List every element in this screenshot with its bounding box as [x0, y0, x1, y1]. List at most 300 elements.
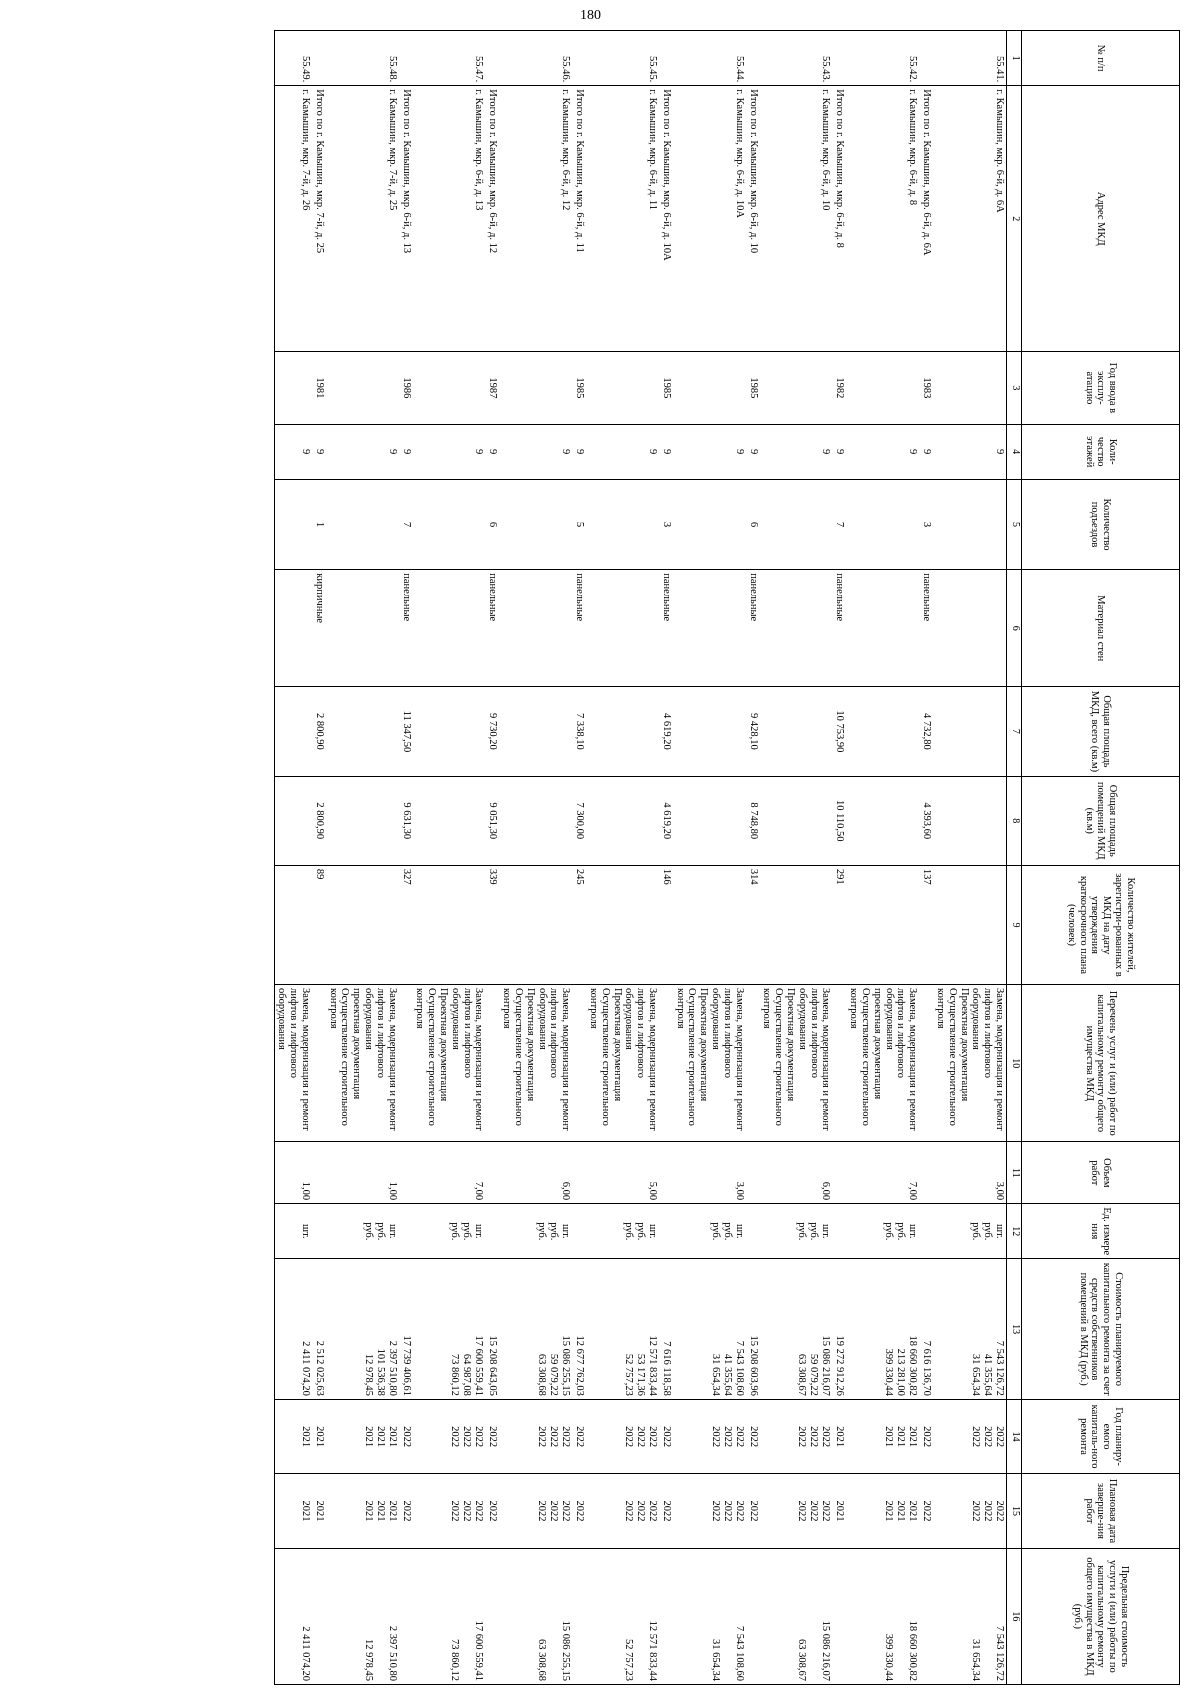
total-row [659, 31, 673, 1685]
completion-date: 2022 [623, 1500, 634, 1522]
completion-date-cell [933, 1474, 1006, 1548]
total-area [413, 687, 486, 776]
residents-count: 314 [746, 865, 760, 984]
residents-count [413, 865, 486, 984]
work-item: Замена, модернизация и ремонт лифтов и лифтового оборудования [797, 988, 832, 1131]
planned-cost-cell [919, 1259, 933, 1399]
planned-cost: 18 660 300,82 [907, 1335, 919, 1396]
work-volume [659, 1142, 673, 1204]
repair-year: 2022 [473, 1426, 485, 1448]
completion-date-cell [833, 1474, 847, 1548]
work-item: Осуществление строительного контроля [327, 988, 351, 1126]
commission-year: 1985 [659, 352, 673, 424]
completion-date: 2022 [487, 1500, 499, 1522]
residents-count: 146 [659, 865, 673, 984]
premises-area [274, 776, 312, 865]
repair-year-cell [919, 1399, 933, 1473]
planned-cost-cell [746, 1259, 760, 1399]
max-cost: 399 330,44 [883, 1633, 895, 1681]
address: г. Камышин, мкр. 7-й, д. 25 [326, 86, 399, 352]
repair-year-cell [413, 1399, 486, 1473]
residents-count: 339 [486, 865, 500, 984]
work-item: Проектная документация [438, 988, 450, 1102]
premises-area [500, 776, 573, 865]
repair-year: 2022 [536, 1426, 548, 1448]
max-cost: 2 411 074,20 [300, 1626, 311, 1681]
work-item: Осуществление строительного контроля [414, 988, 438, 1126]
table-row [326, 31, 399, 1685]
completion-date-cell [746, 1474, 760, 1548]
repair-year-cell [274, 1399, 312, 1473]
repair-year: 2021 [834, 1426, 846, 1448]
column-header: Перечень услуг и (или) работ по капитальному ремонту общего имущества МКД [1022, 985, 1180, 1142]
column-header: Общая площадь МКД, всего (кв.м) [1022, 687, 1180, 776]
work-volume [833, 1142, 847, 1204]
unit: руб. [895, 1222, 907, 1241]
completion-date: 2022 [796, 1500, 808, 1522]
planned-cost: 41 355,64 [982, 1353, 993, 1396]
completion-date-cell [486, 1474, 500, 1548]
unit: руб. [362, 1222, 374, 1241]
wall-material [326, 570, 399, 687]
column-number: 15 [1007, 1474, 1022, 1548]
unit-cell [659, 1204, 673, 1259]
row-number: 55.41. [933, 31, 1006, 86]
completion-date-cell [399, 1474, 413, 1548]
floors-count: 9 [746, 424, 760, 479]
entrances-count: 1 [312, 479, 326, 569]
planned-cost: 2 397 510,80 [386, 1340, 398, 1396]
max-cost-cell [933, 1548, 1006, 1684]
planned-cost: 64 987,08 [461, 1353, 473, 1396]
premises-area [326, 776, 399, 865]
unit: шт. [820, 1224, 832, 1239]
work-volume: 7,00 [847, 1142, 920, 1204]
residents-count [847, 865, 920, 984]
completion-date: 2022 [661, 1500, 672, 1522]
unit-cell [326, 1204, 399, 1259]
residents-count: 89 [312, 865, 326, 984]
entrances-count [413, 479, 486, 569]
max-cost [461, 1552, 473, 1681]
work-item: Осуществление строительного контроля [674, 988, 698, 1126]
max-cost-cell [760, 1548, 833, 1684]
work-volume: 3,00 [673, 1142, 746, 1204]
table-row [500, 31, 573, 1685]
address: г. Камышин, мкр. 6-й, д. 12 [500, 86, 573, 352]
commission-year: 1983 [919, 352, 933, 424]
repair-year: 2021 [314, 1426, 325, 1448]
max-cost: 2 397 510,80 [386, 1625, 398, 1681]
unit: руб. [548, 1222, 560, 1241]
entrances-count: 7 [833, 479, 847, 569]
max-cost: 15 086 216,07 [820, 1620, 832, 1681]
completion-date: 2022 [574, 1500, 586, 1522]
work-item: Осуществление строительного контроля [501, 988, 524, 1126]
wall-material [586, 570, 659, 687]
commission-year [847, 352, 920, 424]
repair-year: 2022 [400, 1426, 412, 1448]
completion-date: 2021 [883, 1500, 895, 1522]
floors-count: 9 [312, 424, 326, 479]
works-list [399, 985, 413, 1142]
completion-date: 2021 [386, 1500, 398, 1522]
works-list [500, 985, 573, 1142]
unit-cell [312, 1204, 326, 1259]
works-list [673, 985, 746, 1142]
max-cost [894, 1552, 906, 1681]
row-number [312, 31, 326, 86]
work-volume: 1,00 [326, 1142, 399, 1204]
planned-cost: 7 543 108,60 [733, 1340, 745, 1396]
planned-cost: 12 571 833,44 [647, 1335, 658, 1396]
completion-date-cell [326, 1474, 399, 1548]
unit-cell [413, 1204, 486, 1259]
works-list [586, 985, 659, 1142]
work-volume: 6,00 [500, 1142, 573, 1204]
planned-cost-cell [486, 1259, 500, 1399]
residents-count [760, 865, 833, 984]
planned-cost: 17 739 406,61 [400, 1335, 412, 1396]
max-cost: 31 654,34 [970, 1639, 981, 1681]
completion-date: 2022 [536, 1500, 548, 1522]
work-item: проектная документация [872, 988, 883, 1100]
work-volume: 5,00 [586, 1142, 659, 1204]
commission-year [673, 352, 746, 424]
row-number: 55.43. [760, 31, 833, 86]
row-number [746, 31, 760, 86]
column-number: 3 [1007, 352, 1022, 424]
completion-date: 2022 [733, 1500, 745, 1522]
wall-material [413, 570, 486, 687]
planned-cost: 15 208 603,96 [747, 1335, 759, 1396]
completion-date-cell [847, 1474, 920, 1548]
max-cost-cell [326, 1548, 399, 1684]
completion-date-cell [274, 1474, 312, 1548]
repair-year: 2022 [747, 1426, 759, 1448]
repair-year: 2022 [623, 1426, 634, 1448]
residents-count [586, 865, 659, 984]
repair-year: 2022 [820, 1426, 832, 1448]
premises-area: 8 748,80 [746, 776, 760, 865]
unit: шт. [647, 1224, 658, 1239]
premises-area: 10 110,50 [833, 776, 847, 865]
completion-date-cell [312, 1474, 326, 1548]
column-header: Год планиру-емого капиталь-ного ремонта [1022, 1399, 1180, 1473]
column-number: 12 [1007, 1204, 1022, 1259]
completion-date-cell [673, 1474, 746, 1548]
repair-year-cell [847, 1399, 920, 1473]
completion-date: 2022 [473, 1500, 485, 1522]
total-area: 9 730,20 [486, 687, 500, 776]
max-cost-cell [833, 1548, 847, 1684]
completion-date: 2021 [362, 1500, 374, 1522]
premises-area: 9 631,30 [399, 776, 413, 865]
commission-year [500, 352, 573, 424]
commission-year: 1985 [572, 352, 586, 424]
work-item: Осуществление строительного контроля [935, 988, 958, 1126]
planned-cost: 53 171,36 [635, 1353, 646, 1396]
total-area: 10 753,90 [833, 687, 847, 776]
repair-year-cell [673, 1399, 746, 1473]
unit: руб. [709, 1222, 721, 1241]
work-item: проектная документация [351, 988, 363, 1100]
max-cost [634, 1552, 646, 1681]
completion-date-cell [586, 1474, 659, 1548]
repair-year-cell [500, 1399, 573, 1473]
planned-cost: 15 086 216,07 [820, 1335, 832, 1396]
premises-area: 4 619,20 [659, 776, 673, 865]
entrances-count: 6 [746, 479, 760, 569]
completion-date: 2022 [820, 1500, 832, 1522]
premises-area [933, 776, 1006, 865]
unit: шт. [994, 1224, 1005, 1239]
unit: руб. [721, 1222, 733, 1241]
repair-year-cell [760, 1399, 833, 1473]
repair-year: 2022 [808, 1426, 820, 1448]
address: г. Камышин, мкр. 7-й, д. 26 [274, 86, 312, 352]
floors-count: 9 [833, 424, 847, 479]
unit: руб. [796, 1222, 808, 1241]
entrances-count [586, 479, 659, 569]
residents-count [274, 865, 312, 984]
table-row [760, 31, 833, 1685]
work-item: Осуществление строительного контроля [848, 988, 871, 1126]
completion-date: 2022 [709, 1500, 721, 1522]
total-area: 2 800,90 [312, 687, 326, 776]
column-header: Предельная стоимость услуги и (или) работы по капитальному ремонту общего имущества в МКД (руб.) [1022, 1548, 1180, 1684]
work-item: Проектная документация [785, 988, 797, 1102]
table-body [274, 31, 1006, 1685]
repair-year-cell [586, 1399, 659, 1473]
planned-cost: 2 411 074,20 [300, 1341, 311, 1396]
repair-year-cell [933, 1399, 1006, 1473]
column-number: 9 [1007, 865, 1022, 984]
work-item: Осуществление строительного контроля [761, 988, 785, 1126]
work-volume: 3,00 [933, 1142, 1006, 1204]
work-volume: 7,00 [413, 1142, 486, 1204]
planned-cost: 59 079,22 [808, 1353, 820, 1396]
column-header: Количество жителей, зарегистри-рованных в МКД на дату утверждения краткосрочного плана (человек) [1022, 865, 1180, 984]
repair-year: 2022 [574, 1426, 586, 1448]
row-number [919, 31, 933, 86]
work-volume [486, 1142, 500, 1204]
repair-year-cell [326, 1399, 399, 1473]
works-list [760, 985, 833, 1142]
planned-cost-cell [833, 1259, 847, 1399]
column-number: 14 [1007, 1399, 1022, 1473]
column-number: 5 [1007, 479, 1022, 569]
column-number: 8 [1007, 776, 1022, 865]
repair-year-cell [746, 1399, 760, 1473]
unit: шт. [386, 1224, 398, 1239]
entrances-count: 5 [572, 479, 586, 569]
residents-count [673, 865, 746, 984]
unit-cell [500, 1204, 573, 1259]
total-area [673, 687, 746, 776]
work-volume: 6,00 [760, 1142, 833, 1204]
rotated-table-wrapper [20, 30, 1180, 1685]
row-number [659, 31, 673, 86]
completion-date: 2021 [300, 1500, 311, 1522]
address: Итого по г. Камышин, мкр. 6-й, д. 10А [659, 86, 673, 352]
completion-date-cell [659, 1474, 673, 1548]
page-number: 180 [580, 8, 601, 23]
entrances-count [500, 479, 573, 569]
planned-cost-cell [586, 1259, 659, 1399]
unit: шт. [733, 1224, 745, 1239]
wall-material [673, 570, 746, 687]
work-item: Замена, модернизация и ремонт лифтов и лифтового оборудования [450, 988, 485, 1131]
completion-date: 2021 [834, 1500, 846, 1522]
column-header: Адрес МКД [1022, 86, 1180, 352]
max-cost-cell [572, 1548, 586, 1684]
max-cost-cell [312, 1548, 326, 1684]
column-number: 16 [1007, 1548, 1022, 1684]
completion-date: 2022 [721, 1500, 733, 1522]
premises-area [760, 776, 833, 865]
address: Итого по г. Камышин, мкр. 6-й, д. 12 [486, 86, 500, 352]
premises-area: 7 300,00 [572, 776, 586, 865]
repair-year: 2021 [374, 1426, 386, 1448]
wall-material: панельные [399, 570, 413, 687]
floors-count: 9 [413, 424, 486, 479]
unit-cell [833, 1204, 847, 1259]
address: Итого по г. Камышин, мкр. 6-й, д. 11 [572, 86, 586, 352]
total-area [274, 687, 312, 776]
repair-year-cell [833, 1399, 847, 1473]
planned-cost: 15 086 255,15 [560, 1335, 572, 1396]
completion-date: 2021 [907, 1500, 919, 1522]
planned-cost: 7 616 136,70 [921, 1340, 933, 1396]
entrances-count [760, 479, 833, 569]
commission-year [326, 352, 399, 424]
unit-cell [572, 1204, 586, 1259]
column-header: Ед. измере ния [1022, 1204, 1180, 1259]
floors-count: 9 [760, 424, 833, 479]
address: г. Камышин, мкр. 6-й, д. 6А [933, 86, 1006, 352]
unit: руб. [461, 1222, 473, 1241]
repair-year-cell [486, 1399, 500, 1473]
work-item: Замена, модернизация и ремонт лифтов и лифтового оборудования [883, 988, 919, 1131]
capital-repair-table [274, 30, 1180, 1685]
row-number [833, 31, 847, 86]
commission-year: 1986 [399, 352, 413, 424]
planned-cost-cell [847, 1259, 920, 1399]
unit-cell [760, 1204, 833, 1259]
column-number: 1 [1007, 31, 1022, 86]
column-header: Плановая дата заверше-ния работ [1022, 1474, 1180, 1548]
entrances-count: 3 [659, 479, 673, 569]
planned-cost-cell [413, 1259, 486, 1399]
completion-date: 2022 [994, 1500, 1005, 1522]
works-list [486, 985, 500, 1142]
max-cost [808, 1552, 820, 1681]
planned-cost: 52 757,23 [623, 1353, 634, 1396]
planned-cost-cell [673, 1259, 746, 1399]
work-item: Проектная документация [525, 988, 536, 1102]
residents-count [326, 865, 399, 984]
entrances-count [847, 479, 920, 569]
repair-year: 2021 [883, 1426, 895, 1448]
commission-year [586, 352, 659, 424]
repair-year: 2022 [449, 1426, 461, 1448]
completion-date: 2022 [982, 1500, 993, 1522]
entrances-count: 3 [919, 479, 933, 569]
planned-cost: 399 330,44 [883, 1348, 895, 1396]
unit: руб. [635, 1222, 646, 1241]
address: г. Камышин, мкр. 6-й, д. 11 [586, 86, 659, 352]
floors-count: 9 [933, 424, 1006, 479]
premises-area [586, 776, 659, 865]
completion-date: 2022 [747, 1500, 759, 1522]
works-list [746, 985, 760, 1142]
row-number: 55.46. [500, 31, 573, 86]
row-number: 55.49. [274, 31, 312, 86]
total-area: 4 619,20 [659, 687, 673, 776]
planned-cost: 213 281,00 [895, 1348, 907, 1396]
wall-material: кирпичные [312, 570, 326, 687]
completion-date-cell [760, 1474, 833, 1548]
wall-material: панельные [659, 570, 673, 687]
entrances-count: 6 [486, 479, 500, 569]
repair-year: 2022 [461, 1426, 473, 1448]
commission-year: 1987 [486, 352, 500, 424]
works-list [933, 985, 1006, 1142]
wall-material [500, 570, 573, 687]
wall-material [274, 570, 312, 687]
work-item: Замена, модернизация и ремонт лифтов и лифтового оборудования [970, 988, 1005, 1131]
max-cost: 63 308,67 [796, 1639, 808, 1681]
work-volume [312, 1142, 326, 1204]
repair-year: 2022 [709, 1426, 721, 1448]
completion-date: 2022 [970, 1500, 981, 1522]
completion-date: 2022 [560, 1500, 572, 1522]
residents-count: 291 [833, 865, 847, 984]
repair-year: 2022 [661, 1426, 672, 1448]
works-list [847, 985, 920, 1142]
unit-cell [933, 1204, 1006, 1259]
wall-material [847, 570, 920, 687]
planned-cost-cell [326, 1259, 399, 1399]
planned-cost: 19 272 912,26 [834, 1335, 846, 1396]
floors-count: 9 [399, 424, 413, 479]
work-item: Замена, модернизация и ремонт лифтов и лифтового оборудования [276, 988, 311, 1131]
repair-year: 2022 [970, 1426, 981, 1448]
repair-year: 2022 [721, 1426, 733, 1448]
address: г. Камышин, мкр. 6-й, д. 10 [760, 86, 833, 352]
max-cost [547, 1552, 559, 1681]
planned-cost-cell [399, 1259, 413, 1399]
row-number: 55.47. [413, 31, 486, 86]
commission-year [274, 352, 312, 424]
max-cost-cell [399, 1548, 413, 1684]
unit: шт. [300, 1224, 311, 1239]
table-row [413, 31, 486, 1685]
planned-cost-cell [500, 1259, 573, 1399]
max-cost: 12 571 833,44 [647, 1620, 658, 1681]
floors-count: 9 [673, 424, 746, 479]
repair-year: 2022 [560, 1426, 572, 1448]
floors-count: 9 [572, 424, 586, 479]
work-item: Замена, модернизация и ремонт лифтов и лифтового оборудования [363, 988, 398, 1131]
premises-area [673, 776, 746, 865]
planned-cost: 31 654,34 [970, 1353, 981, 1396]
works-list [572, 985, 586, 1142]
entrances-count: 7 [399, 479, 413, 569]
total-area [586, 687, 659, 776]
unit: шт. [473, 1224, 485, 1239]
